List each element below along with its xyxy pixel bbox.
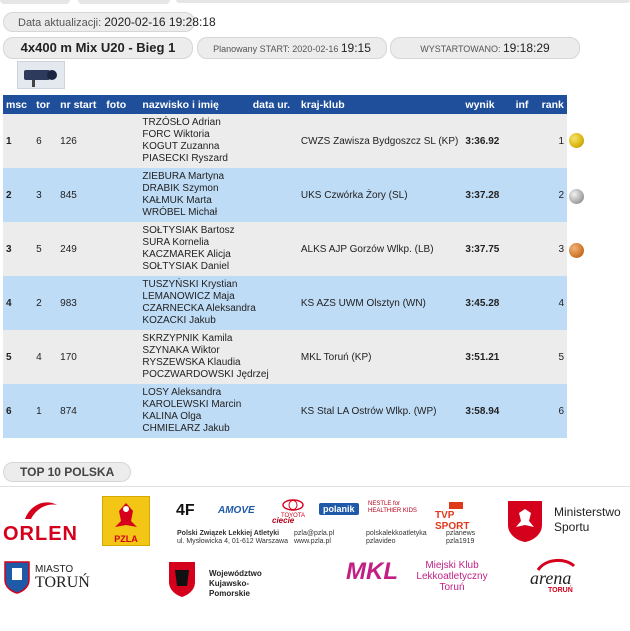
- ministry-logo[interactable]: [554, 505, 621, 535]
- cell-inf: [513, 276, 539, 330]
- athlete-name[interactable]: POCZWARDOWSKI Jędrzej: [142, 369, 269, 380]
- update-timestamp: [3, 12, 216, 32]
- mkl-mark-icon: MKL: [346, 558, 398, 585]
- athlete-name[interactable]: PIASECKI Ryszard: [142, 153, 228, 164]
- pzla-www[interactable]: www.pzla.pl: [294, 538, 331, 545]
- cell-rank: 2: [539, 168, 567, 222]
- col-foto: foto: [103, 95, 139, 114]
- cell-club: KS Stal LA Ostrów Wlkp. (WP): [298, 384, 463, 438]
- cell-tor: 4: [33, 330, 57, 384]
- pzla-name: Polski Związek Lekkiej Atletyki: [177, 530, 280, 537]
- ciecie-logo[interactable]: ciecie: [272, 516, 295, 525]
- polanik-logo[interactable]: polanik: [319, 503, 359, 515]
- cell-msc: 4: [3, 276, 33, 330]
- cell-tor: 5: [33, 222, 57, 276]
- col-nr-start: nr start: [57, 95, 103, 114]
- miasto-text: MIASTO: [35, 564, 74, 575]
- mkl-line1: Miejski Klub: [425, 560, 479, 571]
- cell-club: KS AZS UWM Olsztyn (WN): [298, 276, 463, 330]
- started-label: WYSTARTOWANO:: [420, 44, 501, 54]
- planned-time: 19:15: [340, 41, 371, 55]
- cell-club: ALKS AJP Gorzów Wlkp. (LB): [298, 222, 463, 276]
- eagle-emblem-icon: [506, 499, 544, 543]
- pzla-contacts-1: [294, 530, 356, 546]
- wojewodztwo-logo[interactable]: [167, 560, 287, 604]
- cell-nr: 845: [57, 168, 103, 222]
- col-inf: inf: [513, 95, 539, 114]
- cell-names: [139, 222, 297, 276]
- cell-names: [139, 276, 297, 330]
- cell-result: 3:36.92: [462, 114, 512, 168]
- cell-nr: 249: [57, 222, 103, 276]
- cell-club: MKL Toruń (KP): [298, 330, 463, 384]
- update-value: 2020-02-16 19:28:18: [104, 15, 216, 29]
- cell-msc: 5: [3, 330, 33, 384]
- table-row[interactable]: [3, 168, 567, 222]
- cell-result: 3:58.94: [462, 384, 512, 438]
- tvp-text: TVP SPORT: [435, 510, 470, 532]
- cell-foto: [103, 276, 139, 330]
- athlete-name[interactable]: CHMIELARZ Jakub: [142, 423, 230, 434]
- amove-logo[interactable]: AMOVE: [218, 505, 255, 516]
- athlete-name[interactable]: LOSY Aleksandra: [142, 387, 222, 398]
- athlete-name[interactable]: CZARNECKA Aleksandra: [142, 303, 256, 314]
- cell-result: 3:37.28: [462, 168, 512, 222]
- cell-rank: 5: [539, 330, 567, 384]
- athlete-name[interactable]: WRÓBEL Michał: [142, 207, 218, 218]
- cell-foto: [103, 384, 139, 438]
- athlete-name[interactable]: KAROLEWSKI Marcin: [142, 399, 242, 410]
- pzla-address: [177, 530, 297, 546]
- top-border: [0, 0, 630, 8]
- pzla-news[interactable]: pzlanews: [446, 530, 476, 537]
- update-label: Data aktualizacji:: [18, 17, 102, 29]
- cell-tor: 6: [33, 114, 57, 168]
- arena-text: arena: [530, 568, 572, 588]
- nestle-logo[interactable]: NESTLE for HEALTHIER KIDS: [368, 501, 417, 514]
- photo-finish-camera-icon[interactable]: [17, 61, 65, 89]
- col-rank: rank: [539, 95, 567, 114]
- cell-inf: [513, 114, 539, 168]
- bronze-medal-icon: [569, 243, 584, 258]
- mkl-torun-logo[interactable]: [346, 558, 496, 598]
- cell-msc: 3: [3, 222, 33, 276]
- athlete-name[interactable]: SKRZYPNIK Kamila: [142, 333, 233, 344]
- torun-text: TORUŃ: [35, 574, 90, 591]
- athlete-name[interactable]: TRZÓSŁO Adrian: [142, 117, 221, 128]
- athlete-name[interactable]: KAŁMUK Marta: [142, 195, 212, 206]
- athlete-name[interactable]: KOZACKI Jakub: [142, 315, 216, 326]
- cell-rank: 1: [539, 114, 567, 168]
- col-tor: tor: [33, 95, 57, 114]
- table-row[interactable]: [3, 330, 567, 384]
- cell-nr: 126: [57, 114, 103, 168]
- cell-msc: 2: [3, 168, 33, 222]
- col-result: wynik: [462, 95, 512, 114]
- cell-rank: 6: [539, 384, 567, 438]
- cell-tor: 2: [33, 276, 57, 330]
- cell-inf: [513, 330, 539, 384]
- cell-foto: [103, 168, 139, 222]
- planned-label: Planowany START: 2020-02-16: [213, 44, 339, 54]
- tvp-sport-logo[interactable]: [435, 502, 477, 532]
- top10-button[interactable]: TOP 10 POLSKA: [3, 462, 131, 482]
- gold-medal-icon: [569, 133, 584, 148]
- orlen-logo[interactable]: [3, 497, 78, 545]
- cell-names: [139, 384, 297, 438]
- pzla-contacts-3: [446, 530, 492, 546]
- woj-line1: Województwo: [209, 569, 262, 578]
- cell-msc: 1: [3, 114, 33, 168]
- col-msc: msc: [3, 95, 33, 114]
- table-row[interactable]: [3, 222, 567, 276]
- pzla-instagram[interactable]: pzla1919: [446, 538, 475, 545]
- cell-inf: [513, 384, 539, 438]
- pzla-contacts-2: [366, 530, 436, 546]
- mkl-text: [412, 560, 492, 593]
- table-header-row: [3, 95, 567, 114]
- mkl-line2: Lekkoatletyczny: [416, 571, 488, 582]
- cell-club: CWZS Zawisza Bydgoszcz SL (KP): [298, 114, 463, 168]
- cell-foto: [103, 114, 139, 168]
- cell-rank: 3: [539, 222, 567, 276]
- pzla-logo[interactable]: [102, 496, 150, 546]
- results-table: [3, 95, 567, 438]
- athlete-name[interactable]: TUSZYŃSKI Krystian: [142, 279, 238, 290]
- started-value: 19:18:29: [502, 41, 550, 55]
- athlete-name[interactable]: SURA Kornelia: [142, 237, 210, 248]
- mkl-line3: Toruń: [439, 582, 465, 593]
- cell-inf: [513, 168, 539, 222]
- cell-rank: 4: [539, 276, 567, 330]
- cell-club: UKS Czwórka Żory (SL): [298, 168, 463, 222]
- cell-msc: 6: [3, 384, 33, 438]
- cell-tor: 1: [33, 384, 57, 438]
- cell-nr: 874: [57, 384, 103, 438]
- athlete-name[interactable]: SZYNAKA Wiktor: [142, 345, 220, 356]
- athlete-name[interactable]: KOGUT Zuzanna: [142, 141, 220, 152]
- woj-line2: Kujawsko-Pomorskie: [209, 579, 250, 598]
- cell-inf: [513, 222, 539, 276]
- col-club: kraj-klub: [298, 95, 463, 114]
- pzla-video[interactable]: pzlavideo: [366, 538, 396, 545]
- athlete-name[interactable]: DRABIK Szymon: [142, 183, 219, 194]
- athlete-name[interactable]: KACZMAREK Alicja: [142, 249, 231, 260]
- athlete-name[interactable]: LEMANOWICZ Maja: [142, 291, 235, 302]
- cell-foto: [103, 330, 139, 384]
- ministry-line2: Sportu: [554, 520, 590, 534]
- cell-names: [139, 168, 297, 222]
- arena-sub-text: TORUŃ: [548, 587, 573, 594]
- table-row[interactable]: [3, 384, 567, 438]
- cell-names: [139, 114, 297, 168]
- woj-text: [209, 569, 287, 599]
- cell-result: 3:45.28: [462, 276, 512, 330]
- started-time: [390, 37, 580, 59]
- athlete-name[interactable]: ZIEBURA Martyna: [142, 171, 225, 182]
- athlete-name[interactable]: SOŁTYSIAK Daniel: [142, 261, 230, 272]
- table-row[interactable]: [3, 114, 567, 168]
- cell-tor: 3: [33, 168, 57, 222]
- toyota-text: TOYOTA: [280, 513, 306, 519]
- cell-result: 3:37.75: [462, 222, 512, 276]
- col-name: nazwisko i imię: [139, 95, 249, 114]
- pzla-street: ul. Mysłowicka 4, 01-612 Warszawa: [177, 538, 289, 545]
- race-title: 4x400 m Mix U20 - Bieg 1: [3, 37, 193, 59]
- cell-names: [139, 330, 297, 384]
- silver-medal-icon: [569, 189, 584, 204]
- table-row[interactable]: [3, 276, 567, 330]
- cell-result: 3:51.21: [462, 330, 512, 384]
- athlete-name[interactable]: FORC Wiktoria: [142, 129, 210, 140]
- cell-nr: 170: [57, 330, 103, 384]
- pzla-email[interactable]: pzla@pzla.pl: [294, 530, 335, 537]
- athlete-name[interactable]: RYSZEWSKA Klaudia: [142, 357, 241, 368]
- arena-torun-logo[interactable]: [530, 556, 626, 596]
- miasto-torun-logo[interactable]: [3, 560, 103, 596]
- col-birth: data ur.: [250, 95, 298, 114]
- planned-start: [197, 37, 387, 59]
- cell-foto: [103, 222, 139, 276]
- orlen-text: ORLEN: [3, 523, 78, 545]
- athlete-name[interactable]: KALINA Olga: [142, 411, 202, 422]
- pzla-text: PZLA: [114, 534, 138, 544]
- 4f-logo[interactable]: 4F: [176, 502, 195, 519]
- athlete-name[interactable]: SOŁTYSIAK Bartosz: [142, 225, 235, 236]
- pzla-facebook[interactable]: polskalekkoatletyka: [366, 530, 427, 537]
- ministry-line1: Ministerstwo: [554, 505, 621, 519]
- cell-nr: 983: [57, 276, 103, 330]
- divider: [0, 486, 630, 487]
